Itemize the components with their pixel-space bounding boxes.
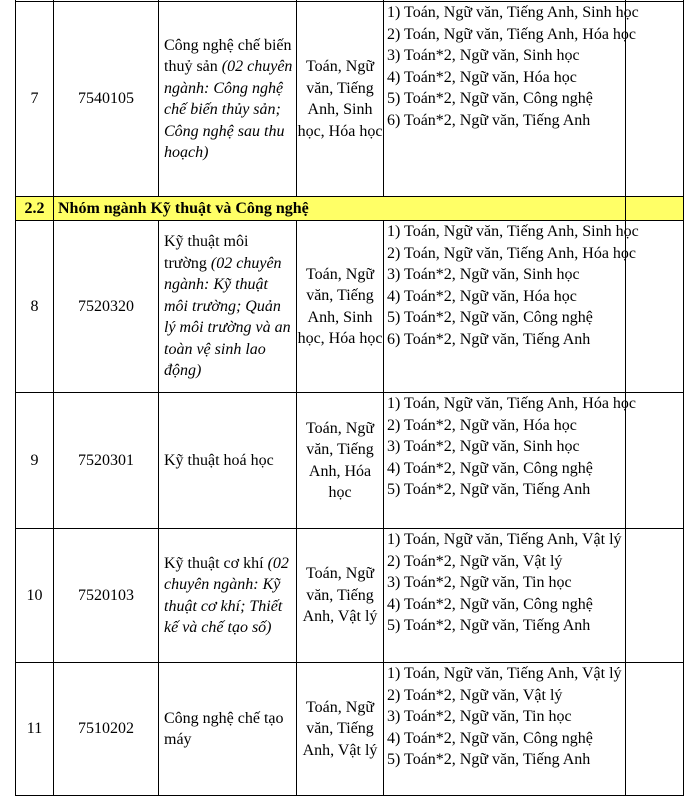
- combination-item: 4) Toán*2, Ngữ văn, Công nghệ: [387, 595, 593, 613]
- row-stt: 7: [16, 2, 54, 197]
- major-name-text: Kỹ thuật môi trường: [164, 233, 249, 272]
- major-name-text: Công nghệ chế tạo máy: [164, 709, 284, 748]
- row-stt: 10: [16, 529, 54, 663]
- combination-item: 5) Toán*2, Ngữ văn, Công nghệ: [387, 90, 593, 107]
- row-major-name: [159, 393, 297, 529]
- combination-item: 3) Toán*2, Ngữ văn, Tin học: [387, 708, 572, 725]
- combination-item: 4) Toán*2, Ngữ văn, Công nghệ: [387, 459, 593, 477]
- combination-item: 2) Toán*2, Ngữ văn, Vật lý: [387, 552, 563, 570]
- table-row: [16, 529, 684, 663]
- combination-item: 1) Toán, Ngữ văn, Tiếng Anh, Hóa học: [387, 395, 637, 412]
- row-major-name: [159, 529, 297, 663]
- combination-item: 5) Toán*2, Ngữ văn, Công nghệ: [387, 309, 593, 326]
- row-subjects: Toán, Ngữ văn, Tiếng Anh, Hóa học: [297, 393, 384, 529]
- row-stt: 8: [16, 221, 54, 393]
- row-combinations: [384, 393, 637, 529]
- row-stt: 9: [16, 393, 54, 529]
- group-note: [626, 197, 684, 221]
- combination-item: 3) Toán*2, Ngữ văn, Tin học: [387, 574, 572, 591]
- row-note: [626, 663, 684, 796]
- row-stt: 11: [16, 663, 54, 796]
- row-subjects: Toán, Ngữ văn, Tiếng Anh, Vật lý: [297, 529, 384, 663]
- combination-item: 3) Toán*2, Ngữ văn, Sinh học: [387, 438, 580, 455]
- major-name-text: Kỹ thuật cơ khí: [164, 554, 264, 572]
- row-combinations: [384, 2, 639, 197]
- combination-item: 6) Toán*2, Ngữ văn, Tiếng Anh: [387, 330, 591, 348]
- row-code: 7510202: [54, 663, 159, 796]
- major-name-text: Công nghệ chế biến thuỷ sản: [164, 36, 292, 75]
- combination-item: 6) Toán*2, Ngữ văn, Tiếng Anh: [387, 111, 591, 129]
- combination-item: 3) Toán*2, Ngữ văn, Sinh học: [387, 266, 580, 283]
- row-major-name: [159, 221, 297, 393]
- combination-item: 5) Toán*2, Ngữ văn, Tiếng Anh: [387, 751, 591, 768]
- row-code: 7520320: [54, 221, 159, 393]
- combination-item: 1) Toán, Ngữ văn, Tiếng Anh, Vật lý: [387, 531, 622, 548]
- row-subjects: Toán, Ngữ văn, Tiếng Anh, Sinh học, Hóa học: [297, 2, 384, 197]
- group-title: Nhóm ngành Kỹ thuật và Công nghệ: [54, 197, 626, 221]
- combination-item: 3) Toán*2, Ngữ văn, Sinh học: [387, 47, 580, 64]
- combination-item: 2) Toán*2, Ngữ văn, Vật lý: [387, 686, 563, 704]
- row-major-name: [159, 663, 297, 796]
- combination-item: 1) Toán, Ngữ văn, Tiếng Anh, Sinh học: [387, 223, 639, 240]
- table-row: [16, 393, 684, 529]
- row-code: 7520103: [54, 529, 159, 663]
- row-note: [626, 529, 684, 663]
- row-combinations: [384, 221, 639, 393]
- major-specializations: (02 chuyên ngành: Công nghệ chế biến thủy sản; Công nghệ sau thu hoạch): [164, 58, 293, 161]
- table-row: [16, 2, 684, 197]
- combination-item: 4) Toán*2, Ngữ văn, Hóa học: [387, 68, 577, 86]
- combination-item: 2) Toán, Ngữ văn, Tiếng Anh, Hóa học: [387, 244, 637, 262]
- group-header-row: [16, 197, 684, 221]
- major-specializations: (02 chuyên ngành: Kỹ thuật môi trường; Quản lý môi trường và an toàn vệ sinh lao động): [164, 254, 291, 380]
- combination-item: 4) Toán*2, Ngữ văn, Công nghệ: [387, 729, 593, 747]
- combination-item: 2) Toán*2, Ngữ văn, Hóa học: [387, 416, 577, 434]
- combination-item: 1) Toán, Ngữ văn, Tiếng Anh, Vật lý: [387, 665, 622, 682]
- major-name-text: Kỹ thuật hoá học: [164, 451, 274, 469]
- combination-item: 4) Toán*2, Ngữ văn, Hóa học: [387, 287, 577, 305]
- major-specializations: (02 chuyên ngành: Kỹ thuật cơ khí; Thiết kế và chế tạo số): [164, 554, 289, 636]
- group-number: 2.2: [16, 197, 54, 221]
- table-row: [16, 663, 684, 796]
- combination-item: 5) Toán*2, Ngữ văn, Tiếng Anh: [387, 481, 591, 498]
- table-row: [16, 221, 684, 393]
- row-combinations: [384, 663, 626, 796]
- row-code: 7540105: [54, 2, 159, 197]
- row-note: [626, 393, 684, 529]
- row-code: 7520301: [54, 393, 159, 529]
- combination-item: 1) Toán, Ngữ văn, Tiếng Anh, Sinh học: [387, 4, 639, 21]
- admission-table: [15, 0, 684, 796]
- row-subjects: Toán, Ngữ văn, Tiếng Anh, Sinh học, Hóa học: [297, 221, 384, 393]
- row-subjects: Toán, Ngữ văn, Tiếng Anh, Vật lý: [297, 663, 384, 796]
- combination-item: 5) Toán*2, Ngữ văn, Tiếng Anh: [387, 617, 591, 634]
- row-major-name: [159, 2, 297, 197]
- combination-item: 2) Toán, Ngữ văn, Tiếng Anh, Hóa học: [387, 25, 637, 43]
- row-combinations: [384, 529, 626, 663]
